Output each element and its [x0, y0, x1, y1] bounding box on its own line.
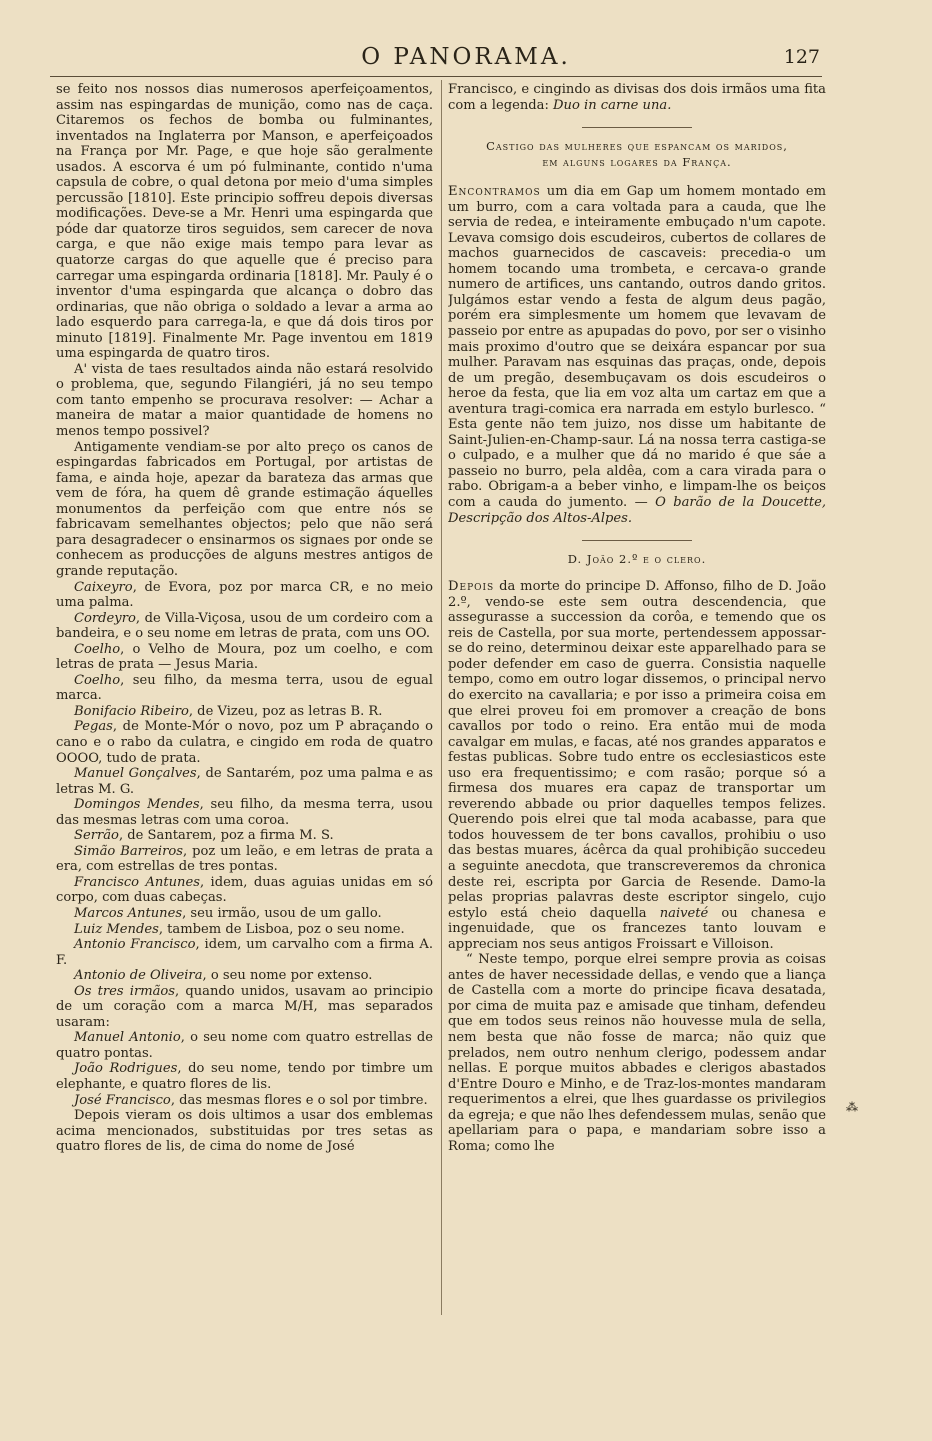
header-rule — [50, 76, 822, 77]
left-column — [56, 82, 433, 1322]
continued-text: Francisco, e cingindo as divisas dos dois irmãos uma fita com a legenda: — [448, 82, 826, 113]
joao-body: da morte do principe D. Affonso, filho de D. João 2.º, vendo-se este sem outra descendencia, que assegurasse a succession da corôa, e temendo que os reis de Castella, por sua morte, pertendessem appossar-se do reino, determinou deixar este apparelhado para se poder defender em caso de guerra. Consistia naquelle tempo, como em outro logar dissemos, o principal nervo do exercito na cavallaria; e por isso a primeira coisa em que elrei proveu foi em promover a creação de bons cavallos por todo o reino. Era então mui de moda cavalgar em mulas, e facas, até nos grandes apparatos e festas publicas. Sobre tudo entre os ecclesiasticos este uso era frequentissimo; e com rasão; porque só a firmesa dos muares era capaz de transportar um reverendo abbade ou prior daquelles tempos felizes. Querendo pois elrei que tal moda acabasse, para que todos houvessem de ter bons cavallos, prohibiu o uso das bestas muares, ácêrca da qual prohibição succedeu a seguinte anecdota, que transcreveremos da chronica deste rei, escripta por Garcia de Resende. Damo-la pelas proprias palavras deste escriptor singelo, cujo estylo está cheio daquella — [448, 579, 826, 921]
masthead-title: O PANORAMA. — [361, 44, 571, 70]
gunsmith-name: Simão Barreiros — [74, 843, 183, 859]
gunsmith-entry — [56, 828, 433, 844]
gunsmith-mark-text: , de Vizeu, poz as letras B. R. — [188, 703, 383, 719]
gunsmith-name: Antonio de Oliveira — [74, 968, 203, 984]
section-title-castigo: Castigo das mulheres que espancam os maridos, — [486, 139, 788, 154]
paragraph-joao — [448, 579, 826, 952]
gunsmith-mark-text: , de Evora, poz por marca CR, e no meio uma palma. — [56, 579, 433, 611]
paragraph-castigo — [448, 184, 826, 526]
paragraph-problem: A' vista de taes resultados ainda não estará resolvido o problema, que, segundo Filangiéri, já no seu tempo com tanto empenho se procurava resolver: — Achar a maneira de matar a maior quantidade de homens no menos tempo possivel? — [56, 361, 433, 440]
gunsmith-entry — [56, 766, 433, 797]
gunsmith-entry — [56, 906, 433, 922]
gunsmith-name: Manuel Antonio — [74, 1030, 181, 1046]
gunsmith-entry — [56, 922, 433, 938]
gunsmith-name: Bonifacio Ribeiro — [74, 703, 189, 719]
column-divider — [441, 80, 442, 1315]
gunsmith-entry — [56, 673, 433, 704]
gunsmith-name: Domingos Mendes — [74, 797, 200, 813]
page-header — [0, 42, 932, 72]
gunsmith-entry — [56, 984, 433, 1031]
gunsmith-entry — [56, 704, 433, 720]
castigo-body: um dia em Gap um homem montado em um burro, com a cara voltada para a cauda, que lhe servia de redea, e inteiramente embuçado n'um capote. Levava comsigo dois escudeiros, cubertos de collares de machos guarnecidos de cascaveis: precedia-o um homem tocando uma trombeta, e cercava-o grande numero de artifices, uns cantando, outros dando gritos. Julgámos estar vendo a festa de algum deus pagão, porém era simplesmente um homem que levavam de passeio por entre as apupadas do povo, por ser o visinho mais proximo d'outro que se deixára espancar por sua mulher. Paravam nas esquinas das praças, onde, depois de um pregão, desembuçavam os dois escudeiros o heroe da festa, que lia em voz alta um cartaz em que a aventura tragi-comica era narrada em estylo burlesco. “ Esta gente não tem juizo, nos disse um habitante de Saint-Julien-en-Champ-saur. Lá na nossa terra castiga-se o culpado, e a mulher que dá no marido é que sáe a passeio no burro, pela aldêa, com a cara virada para o rabo. Obrigam-a a beber vinho, e limpam-lhe os beiços com a cauda do jumento. — — [448, 184, 826, 511]
gunsmith-entry — [56, 1093, 433, 1109]
gunsmith-entry — [56, 968, 433, 984]
gunsmith-name: Coelho — [74, 672, 121, 688]
gunsmith-name: Manuel Gonçalves — [74, 766, 197, 782]
gunsmith-name: João Rodrigues — [74, 1061, 178, 1077]
gunsmith-mark-text: , de Villa-Viçosa, usou de um cordeiro com a bandeira, e o seu nome em letras de prata, com uns OO. — [56, 610, 433, 642]
paragraph-continued — [448, 82, 826, 113]
motto: Duo in carne una. — [553, 97, 672, 113]
gunsmith-name: Luiz Mendes — [74, 921, 159, 937]
gunsmith-entry — [56, 642, 433, 673]
gunsmith-name: Os tres irmãos — [74, 983, 176, 999]
gunsmith-name: José Francisco — [74, 1092, 171, 1108]
gunsmith-mark-text: , poz um leão, e em letras de prata a era, com estrellas de tres pontas. — [56, 843, 433, 875]
gunsmith-mark-text: , idem, duas aguias unidas em só corpo, com duas cabeças. — [56, 874, 433, 906]
castigo-source: O barão de la Doucette, Descripção dos Altos-Alpes. — [448, 495, 826, 526]
margin-mark: ⁂ — [846, 1100, 858, 1114]
gunsmith-mark-text: , tambem de Lisboa, poz o seu nome. — [158, 921, 405, 937]
gunsmith-name: Coelho — [74, 641, 121, 657]
gunsmith-mark-text: , seu filho, da mesma terra, usou de egual marca. — [56, 672, 433, 704]
gunsmith-mark-text: , de Monte-Mór o novo, poz um P abraçando o cano e o rabo da culatra, e cingido em roda de quatro OOOO, tudo de prata. — [56, 719, 433, 766]
gunsmith-entry — [56, 937, 433, 968]
gunsmith-entry — [56, 844, 433, 875]
gunsmith-name: Marcos Antunes — [74, 905, 183, 921]
paragraph-quote: “ Neste tempo, porque elrei sempre provia as coisas antes de haver necessidade dellas, e vendo que a liança de Castella com a morte do principe ficava desatada, por cima de muita paz e amisade que tinham, defendeu que em todos seus reinos não houvesse mula de sella, nem besta que não fosse de marca; não quiz que prelados, nem outro nenhum clerigo, podessem andar nellas. E porque muitos abbades e clerigos abastados d'Entre Douro e Minho, e de Traz-los-montes mandaram requerimentos a elrei, que lhes guardasse os privilegios da egreja; e que não lhes defendessem mulas, senão que apellariam para o papa, e mandariam sobre isso a Roma; como lhe — [448, 952, 826, 1154]
joao-body-2: ou chanesa e ingenuidade, que os francezes tanto louvam e appreciam nos seus antigos Froissart e Villoison. — [448, 905, 826, 952]
gunsmith-entry — [56, 1030, 433, 1061]
gunsmith-mark-text: , de Santarem, poz a firma M. S. — [118, 828, 334, 844]
section-title-castigo-line2: em alguns logares da França. — [542, 155, 732, 170]
gunsmith-entry — [56, 719, 433, 766]
gunsmith-name: Francisco Antunes — [74, 874, 200, 890]
gunsmith-mark-text: , de Santarém, poz uma palma e as letras M. G. — [56, 766, 433, 797]
gunsmith-mark-text: , quando unidos, usavam ao principio de um coração com a marca M/H, mas separados usaram: — [56, 983, 433, 1030]
lead-word: Depois — [448, 579, 495, 595]
gunsmith-mark-text: , das mesmas flores e o sol por timbre. — [170, 1092, 428, 1108]
lead-word: Encontramos — [448, 184, 541, 200]
right-column — [448, 82, 826, 1322]
section-title-joao: D. João 2.º e o clero. — [567, 552, 707, 567]
gunsmith-mark-text: , idem, um carvalho com a firma A. F. — [56, 937, 433, 968]
gunsmith-name: Serrão — [74, 828, 119, 844]
gunsmith-mark-text: , do seu nome, tendo por timbre um elephante, e quatro flores de lis. — [56, 1061, 433, 1092]
gunsmith-entry — [56, 580, 433, 611]
gunsmith-name: Caixeyro — [74, 579, 133, 595]
gunsmith-mark-text: , seu irmão, usou de um gallo. — [182, 905, 382, 921]
gunsmith-entry — [56, 875, 433, 906]
gunsmith-entry — [56, 611, 433, 642]
paragraph-weapons: se feito nos nossos dias numerosos aperfeiçoamentos, assim nas espingardas de munição, como nas de caça. Citaremos os fechos de bomba ou fulminantes, inventados na Inglaterra por Manson, e aperfeiçoados na França por Mr. Page, e que hoje são geralmente usados. A escorva é um pó fulminante, contido n'uma capsula de cobre, o qual detona por meio d'uma simples percussão [1810]. Este principio soffreu depois diversas modificações. Deve-se a Mr. Henri uma espingarda que póde dar quatorze tiros seguidos, sem carecer de nova carga, e que não exige mais tempo para levar as quatorze cargas do que aquelle que é preciso para carregar uma espingarda ordinaria [1818]. Mr. Pauly é o inventor d'uma espingarda que alcança o dobro das ordinarias, que não obriga o soldado a levar a arma ao lado esquerdo para carrega-la, e que dá dois tiros por minuto [1819]. Finalmente Mr. Page inventou em 1819 uma espingarda de quatro tiros. — [56, 82, 433, 362]
gunsmith-name: Cordeyro — [74, 610, 136, 626]
gunsmith-name: Antonio Francisco — [74, 937, 196, 953]
gunsmith-marks-list — [56, 580, 433, 1109]
page-number: 127 — [783, 46, 820, 68]
gunsmith-mark-text: , o seu nome com quatro estrellas de quatro pontas. — [56, 1030, 433, 1061]
gunsmith-mark-text: , o Velho de Moura, poz um coelho, e com letras de prata — Jesus Maria. — [56, 641, 433, 673]
gunsmith-entry — [56, 1061, 433, 1092]
gunsmith-mark-text: , o seu nome por extenso. — [202, 968, 373, 984]
naivete-word: naiveté — [659, 905, 709, 921]
paragraph-antigamente: Antigamente vendiam-se por alto preço os canos de espingardas fabricados em Portugal, por artistas de fama, e ainda hoje, apezar da barateza das armas que vem de fóra, ha quem dê grande estimação áquelles monumentos da perfeição com que entre nós se fabricavam semelhantes objectos; pelo que não será para desagradecer o ensinarmos os signaes por onde se conhecem as producções de alguns mestres antigos de grande reputação. — [56, 439, 433, 579]
gunsmith-entry — [56, 797, 433, 828]
paragraph-closing: Depois vieram os dois ultimos a usar dos emblemas acima mencionados, substituidas por tres setas as quatro flores de lis, de cima do nome de José — [56, 1108, 433, 1155]
gunsmith-name: Pegas — [74, 719, 113, 735]
gunsmith-mark-text: , seu filho, da mesma terra, usou das mesmas letras com uma coroa. — [56, 797, 433, 828]
